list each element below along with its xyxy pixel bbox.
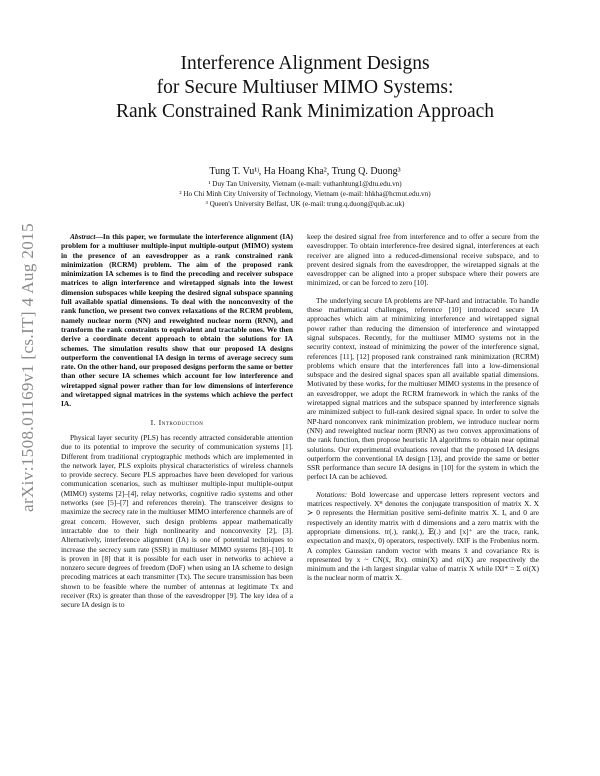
intro-paragraph-2: The underlying secure IA problems are NP-hard and intractable. To handle these mathematical challenges, reference [10] introduced secure IA approaches which aim at minimizing interference and wiretapped signal power rather than reducing the dimension of interference and wiretapped signal subspaces. Recently, for the multiuser MIMO systems not in the security context, instead of minimizing the power of the interference signal, references [11], [12] proposed rank constrained rank minimization (RCRM) problems which ensure that the interferences fall into a low-dimensional subspace and the desired signal spaces span all available spatial dimensions. Motivated by these works, for the multiuser MIMO systems in the presence of an eavesdropper, we adopt the RCRM framework in which the ranks of the wiretapped signal matrices and the subspace spanned by interference signals are minimized subject to full-rank desired signal space. In order to solve the NP-hard nonconvex rank minimization problem, we introduce nuclear norm (NN) and reweighted nuclear norm (RNN) as two convex approximations of the rank function, then propose heuristic IA algorithms to obtain near optimal solutions. Our experimental evaluations reveal that the proposed IA designs outperform the conventional IA design [13], and provide the same or better SSR performance than secure IA designs in [10] for the system in which the perfect IA can be achieved. xyxy=(307,295,539,482)
arxiv-stamp: arXiv:1508.01169v1 [cs.IT] 4 Aug 2015 xyxy=(18,223,37,512)
paper-title xyxy=(70,52,540,124)
abstract-text: —In this paper, we formulate the interference alignment (IA) problem for a multiuser multiple-input multiple-output (MIMO) system in the presence of an eavesdropper as a rank constrained rank minimization (RCRM) problem. The aim of the proposed rank minimization IA schemes is to find the precoding and receiver subspace matrices to align interference and wiretapped signals into the lowest dimension subspaces while keeping the desired signal subspace spanning full available spatial dimensions. To deal with the nonconvexity of the rank function, we present two convex relaxations of the RCRM problem, namely nuclear norm (NN) and reweighted nuclear norm (RNN), and transform the rank constraints to equivalent and tractable ones. We then derive a coordinate decent approach to obtain the solutions for IA schemes. The simulation results show that our proposed IA designs outperform the conventional IA design in terms of average secrecy sum rate. On the other hand, our proposed designs perform the same or better than other secure IA schemes which account for low interference and wiretapped signal power rather than for low dimensions of interference and wiretapped signal matrices in the systems which achieve the perfect IA. xyxy=(61,232,293,409)
notations-paragraph xyxy=(307,490,539,583)
title-line-1: Interference Alignment Designs xyxy=(180,53,430,74)
intro-paragraph: Physical layer security (PLS) has recently attracted considerable attention due to its potential to improve the security of communication systems [1]. Different from traditional cryptographic methods which are implemented in the network layer, PLS exploits physical characteristics of wireless channels to provide secrecy. Secure PLS approaches have been developed for various communication scenarios, such as multiuser multiple-input multiple-output (MIMO) systems [2]–[4], relay networks, cognitive radio systems and other networks (see [5]–[7] and references therein). The transceiver designs to maximize the secrecy rate in the multiuser MIMO interference channels are of great concern. However, such design problems appear mathematically intractable due to their high nonlinearity and nonconvexity [2], [3]. Alternatively, interference alignment (IA) is one of potential techniques to increase the secrecy sum rate (SSR) in multiuser MIMO systems [8]–[10]. It is proven in [8] that it is possible for each user in networks to achieve a nonzero secure degrees of freedom (DoF) when using an IA scheme to design precoding matrices at each transmitter (Tx). The secure transmission has been shown to be feasible where the number of antennas at legitimate Tx and receiver (Rx) is greater than those of the eavesdropper [9]. The key idea of a secure IA design is to xyxy=(61,432,293,610)
left-column xyxy=(61,232,293,610)
notations-label: Notations: xyxy=(316,489,348,499)
abstract xyxy=(61,232,293,409)
affiliation-1: ¹ Duy Tan University, Vietnam (e-mail: vuthanhtung1@dtu.edu.vn) xyxy=(208,180,402,188)
section-heading-introduction: I. Introduction xyxy=(150,417,204,427)
title-line-3: Rank Constrained Rank Minimization Approach xyxy=(115,101,495,122)
title-line-2: for Secure Multiuser MIMO Systems: xyxy=(156,77,454,98)
notations-text: Bold lowercase and uppercase letters represent vectors and matrices respectively. Xᴴ denotes the conjugate transposition of matrix X. X ≻ 0 represents the Hermitian positive semi-definite matrix X. Iₐ and 0 are respectively an identity matrix with d dimensions and a zero matrix with the appropriate dimensions. tr(.), rank(.), 𝔼(.) and [x]⁺ are the trace, rank, expectation and max(x, 0) operators, respectively. ‖X‖F is the Frobenius norm. A complex Gaussian random vector with means x̄ and covariance Rx is represented by x ~ CN(x̄, Rx). σmin(X) and σi(X) are respectively the minimum and the i-th largest singular value of matrix X while ‖X‖* = Σ σi(X) is the nuclear norm of matrix X. xyxy=(307,489,539,583)
abstract-label: Abstract xyxy=(70,232,96,241)
right-column xyxy=(307,232,539,583)
affiliation-3: ³ Queen's University Belfast, UK (e-mail: trung.q.duong@qub.ac.uk) xyxy=(205,200,405,208)
affiliation-2: ² Ho Chi Minh City University of Technology, Vietnam (e-mail: hhkha@hcmut.edu.vn) xyxy=(179,190,431,198)
intro-paragraph-continued: keep the desired signal free from interference and to offer a secure from the eavesdropper. To obtain interference-free desired signal, interferences at each receiver are aligned into a reduced-dimensional receive subspace, and to prevent desired signals from the eavesdropper, the wiretapped signals at the eavesdropper can be aligned into a proper subspace where their powers are minimized, or can be forced to zero [10]. xyxy=(307,232,539,288)
authors: Tung T. Vu¹ʲ, Ha Hoang Kha², Trung Q. Duong³ xyxy=(209,166,401,177)
